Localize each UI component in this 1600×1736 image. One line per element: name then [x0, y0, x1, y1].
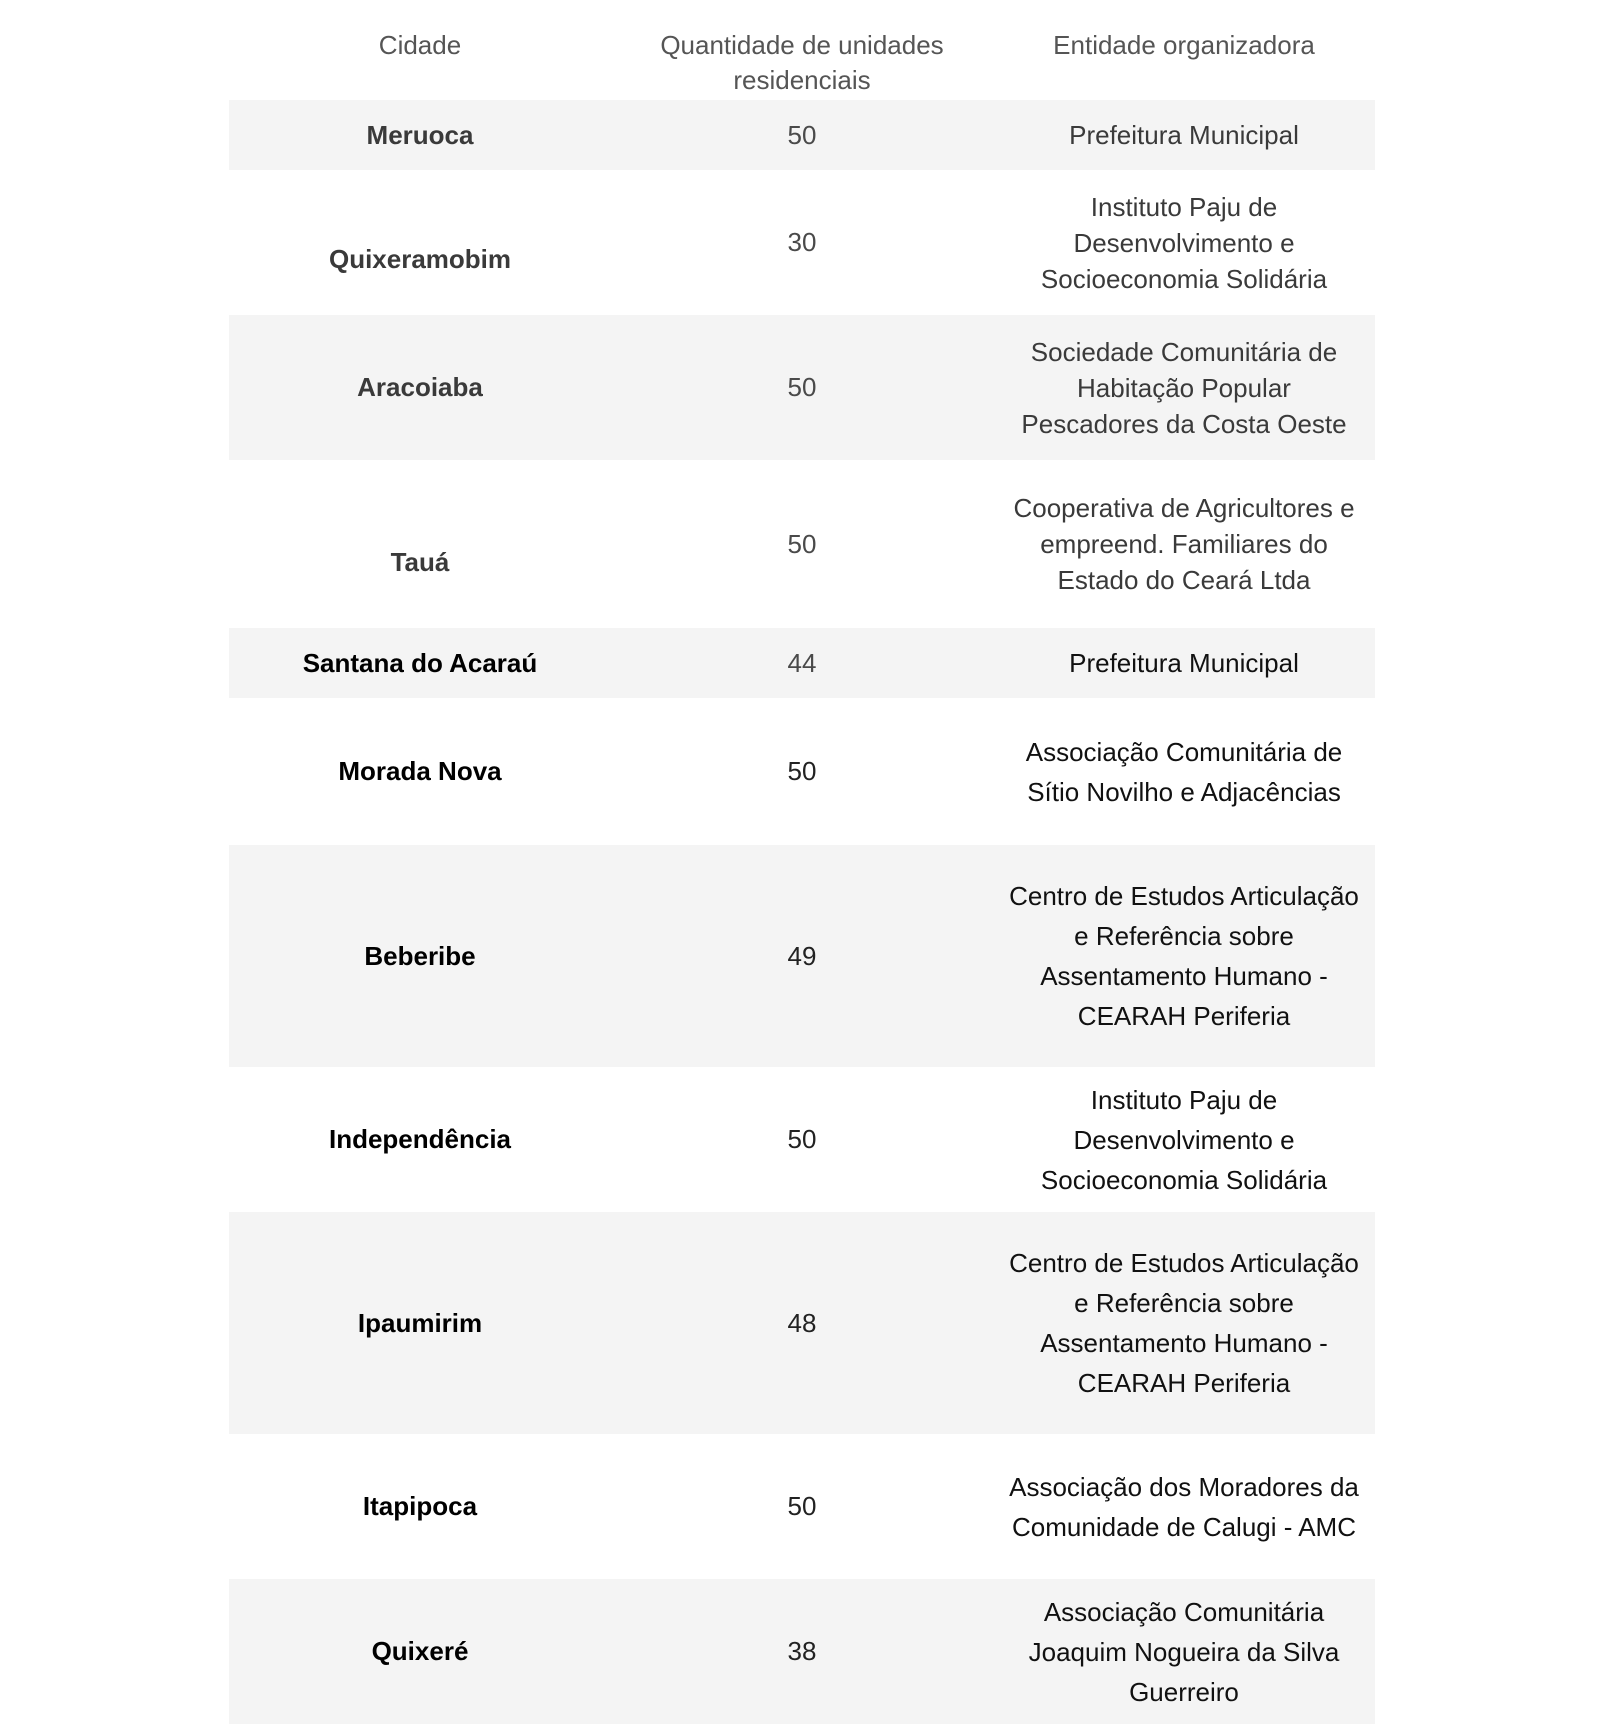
quantity-cell: 50	[787, 372, 817, 402]
entity-cell: Centro de Estudos Articulação e Referência sobre Assentamento Humano - CEARAH Periferia	[1009, 1248, 1359, 1398]
entity-cell: Cooperativa de Agricultores e empreend. Familiares do Estado do Ceará Ltda	[1013, 493, 1355, 595]
city-cell: Meruoca	[366, 119, 474, 150]
city-cell: Aracoiaba	[357, 372, 483, 402]
table-row	[229, 1212, 1375, 1434]
quantity-cell: 49	[787, 940, 817, 971]
quantity-cell: 50	[787, 1124, 817, 1154]
entity-cell: Prefeitura Municipal	[1069, 648, 1299, 678]
city-cell: Quixeré	[371, 1636, 469, 1666]
data-table	[229, 0, 1375, 1724]
quantity-cell: 50	[787, 119, 817, 150]
table-row	[229, 100, 1375, 170]
header-entity: Entidade organizadora	[1053, 30, 1315, 60]
entity-cell: Prefeitura Municipal	[1069, 120, 1299, 150]
entity-cell: Associação dos Moradores da Comunidade de Calugi - AMC	[1009, 1471, 1359, 1542]
entity-cell: Centro de Estudos Articulação e Referência sobre Assentamento Humano - CEARAH Periferia	[1009, 881, 1359, 1031]
city-cell: Beberibe	[364, 940, 476, 971]
quantity-cell: 30	[787, 227, 817, 257]
header-city: Cidade	[378, 30, 462, 60]
city-cell: Itapipoca	[362, 1491, 478, 1521]
table-row	[229, 315, 1375, 460]
entity-cell: Instituto Paju de Desenvolvimento e Socioeconomia Solidária	[1040, 191, 1328, 294]
quantity-cell: 50	[787, 528, 817, 559]
city-cell: Quixeramobim	[328, 244, 512, 274]
table-row	[229, 170, 1375, 315]
entity-cell: Sociedade Comunitária de Habitação Popular Pescadores da Costa Oeste	[1021, 336, 1347, 439]
table-row	[229, 845, 1375, 1067]
quantity-cell: 50	[787, 1491, 817, 1521]
table-row	[229, 628, 1375, 698]
entity-cell: Associação Comunitária de Sítio Novilho e Adjacências	[1025, 736, 1343, 807]
table-row	[229, 698, 1375, 845]
quantity-cell: 44	[787, 647, 817, 678]
city-cell: Santana do Acaraú	[302, 647, 538, 678]
entity-cell: Instituto Paju de Desenvolvimento e Socioeconomia Solidária	[1040, 1084, 1328, 1195]
table-row	[229, 460, 1375, 628]
table-row	[229, 1579, 1375, 1724]
city-cell: Independência	[328, 1124, 512, 1154]
city-cell: Morada Nova	[338, 756, 502, 786]
quantity-cell: 48	[787, 1307, 817, 1338]
entity-cell: Associação Comunitária Joaquim Nogueira da Silva Guerreiro	[1028, 1596, 1340, 1707]
table-header	[229, 0, 1375, 100]
header-quantity: Quantidade de unidades residenciais	[660, 30, 944, 95]
table-row	[229, 1434, 1375, 1579]
city-cell: Tauá	[390, 546, 450, 577]
quantity-cell: 38	[787, 1636, 817, 1666]
table-row	[229, 1067, 1375, 1212]
city-cell: Ipaumirim	[357, 1307, 483, 1338]
quantity-cell: 50	[787, 756, 817, 786]
